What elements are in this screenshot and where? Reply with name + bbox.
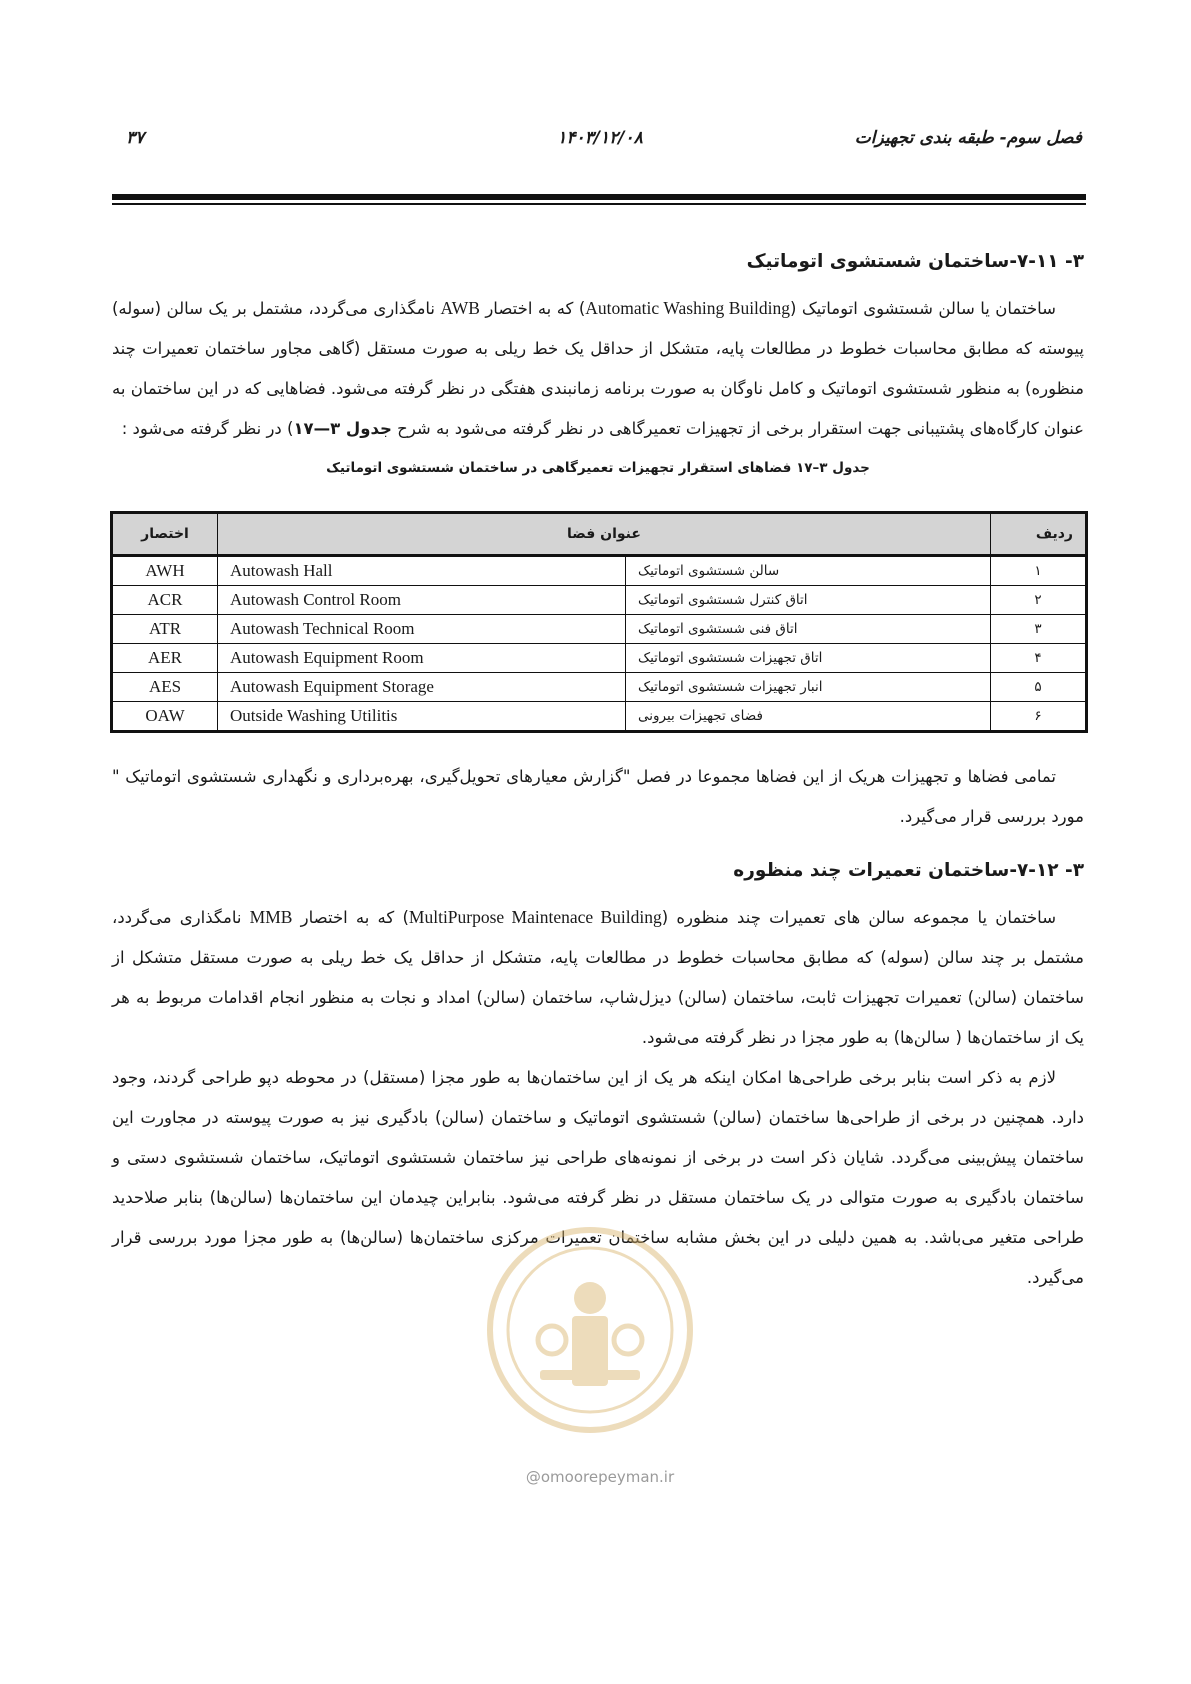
text-run: ساختمان یا سالن شستشوی اتوماتیک ( xyxy=(790,299,1056,318)
abbreviation-cell: AES xyxy=(112,673,218,702)
header-abbreviation: اختصار xyxy=(112,513,218,556)
text-run: ساختمان یا مجموعه سالن های تعمیرات چند منظوره ( xyxy=(661,908,1057,927)
persian-title-cell: فضای تجهیزات بیرونی xyxy=(626,702,991,732)
abbreviation-cell: OAW xyxy=(112,702,218,732)
paragraph-after-table: تمامی فضاها و تجهیزات هریک از این فضاها مجموعا در فصل "گزارش معیارهای تحویل‌گیری، بهره‌برداری و نگهداری شستشوی اتوماتیک " مورد بررسی قرار می‌گیرد. xyxy=(112,767,1084,826)
table-row xyxy=(112,615,1087,644)
row-number-cell: ۱ xyxy=(991,556,1087,586)
abbreviation-cell: AER xyxy=(112,644,218,673)
abbreviation-cell: AWH xyxy=(112,556,218,586)
table-row xyxy=(112,644,1087,673)
row-number-cell: ۲ xyxy=(991,586,1087,615)
section-heading-multipurpose: ۳- ۷-۱۲-ساختمان تعمیرات چند منظوره xyxy=(733,860,1084,881)
page-header xyxy=(118,128,1082,158)
persian-title-cell: اتاق تجهیزات شستشوی اتوماتیک xyxy=(626,644,991,673)
table-row xyxy=(112,556,1087,586)
english-title-cell: Autowash Equipment Storage xyxy=(218,673,626,702)
abbreviation-cell: ATR xyxy=(112,615,218,644)
persian-title-cell: سالن شستشوی اتوماتیک xyxy=(626,556,991,586)
header-rule-thick xyxy=(112,194,1086,200)
english-title-cell: Autowash Technical Room xyxy=(218,615,626,644)
english-title-cell: Autowash Control Room xyxy=(218,586,626,615)
persian-title-cell: اتاق فنی شستشوی اتوماتیک xyxy=(626,615,991,644)
chapter-title: فصل سوم- طبقه بندی تجهیزات xyxy=(854,128,1082,148)
table-wrapper xyxy=(110,511,1088,733)
paragraph-multipurpose-1 xyxy=(112,897,1084,1058)
header-row-number: ردیف xyxy=(991,513,1087,556)
header-space-title: عنوان فضا xyxy=(218,513,991,556)
row-number-cell: ۶ xyxy=(991,702,1087,732)
english-title-cell: Autowash Hall xyxy=(218,556,626,586)
table-header-row xyxy=(112,513,1087,556)
text-run: ) که به اختصار xyxy=(292,908,409,927)
english-term: MultiPurpose Maintenace Building xyxy=(408,907,662,927)
section-heading-autowash: ۳- ۷-۱۱-ساختمان شستشوی اتوماتیک xyxy=(746,251,1084,272)
watermark-text: @omoorepeyman.ir xyxy=(525,1468,675,1486)
persian-title-cell: اتاق کنترل شستشوی اتوماتیک xyxy=(626,586,991,615)
english-term: Automatic Washing Building xyxy=(585,298,791,318)
table-row xyxy=(112,586,1087,615)
table-caption: جدول ۳–۱۷ فضاهای استقرار تجهیزات تعمیرگاهی در ساختمان شستشوی اتوماتیک xyxy=(326,460,870,476)
paragraph-multipurpose-2: لازم به ذکر است بنابر برخی طراحی‌ها امکان اینکه هر یک از این ساختمان‌ها به طور مجزا (مستقل) در محوطه دپو طراحی گردند، وجود دارد. همچنین در برخی از طراحی‌ها ساختمان (سالن) شستشوی اتوماتیک و ساختمان (سالن) بادگیری نیز به صورت پیوسته در مجاورت این ساختمان پیش‌بینی می‌گردد. شایان ذکر است در برخی از نمونه‌های طراحی نیز ساختمان شستشوی اتوماتیک، ساختمان شستشوی دستی و ساختمان بادگیری به صورت متوالی در یک ساختمان مستقل در نظر گرفته می‌شود. بنابراین چیدمان این ساختمان‌ها (سالن‌ها) بنابر صلاحدید طراحی متغیر می‌باشد. به همین دلیلی در این بخش مشابه ساختمان تعمیرات مرکزی ساختمان‌ها (سالن‌ها) به طور مجزا مورد بررسی قرار می‌گیرد. xyxy=(112,1068,1084,1287)
paragraph-autowash xyxy=(112,288,1084,449)
text-run: ) در نظر گرفته می‌شود : xyxy=(121,419,294,438)
page-number: ۳۷ xyxy=(126,128,145,148)
text-run: نامگذاری می‌گردد، مشتمل بر یک سالن (سوله) پیوسته که مطابق محاسبات خطوط در مطالعات پایه، متشکل از حداقل یک خط ریلی به صورت مستقل (گاهی مجاور ساختمان تعمیرات چند منظوره) به منظور شستشوی اتوماتیک و کامل ناوگان به صورت برنامه زمانبندی هفتگی در نظر گرفته می‌شود. فضاهایی که در این ساختمان به عنوان کارگاه‌های پشتیبانی جهت استقرار برخی از تجهیزات تعمیرگاهی در نظر گرفته می‌شود به شرح xyxy=(112,299,1084,438)
row-number-cell: ۴ xyxy=(991,644,1087,673)
abbreviation: MMB xyxy=(249,907,293,927)
row-number-cell: ۵ xyxy=(991,673,1087,702)
table-row xyxy=(112,673,1087,702)
table-body xyxy=(112,556,1087,732)
persian-title-cell: انبار تجهیزات شستشوی اتوماتیک xyxy=(626,673,991,702)
english-title-cell: Autowash Equipment Room xyxy=(218,644,626,673)
header-rule-thin xyxy=(112,203,1086,205)
text-run: ) که به اختصار xyxy=(479,299,586,318)
row-number-cell: ۳ xyxy=(991,615,1087,644)
seal-logo-icon xyxy=(480,1220,700,1440)
text-run: نامگذاری می‌گردد، مشتمل بر چند سالن (سوله) که مطابق محاسبات خطوط در مطالعات پایه، متشکل از حداقل یک خط ریلی به صورت مستقل متشکل از ساختمان (سالن) تعمیرات تجهیزات ثابت، ساختمان (سالن) دیزل‌شاپ، ساختمان (سالن) امداد و نجات به منظور انجام اقدامات مربوط به هر یک از ساختمان‌ها ( سالن‌ها) به طور مجزا در نظر گرفته می‌شود. xyxy=(112,908,1084,1047)
english-title-cell: Outside Washing Utilitis xyxy=(218,702,626,732)
header-date: ۱۴۰۳/۱۲/۰۸ xyxy=(557,128,643,148)
page-content xyxy=(112,242,1084,1298)
abbreviation-cell: ACR xyxy=(112,586,218,615)
spaces-table xyxy=(110,511,1088,733)
table-reference: جدول ۳—۱۷ xyxy=(293,419,392,438)
table-row xyxy=(112,702,1087,732)
abbreviation: AWB xyxy=(440,298,480,318)
